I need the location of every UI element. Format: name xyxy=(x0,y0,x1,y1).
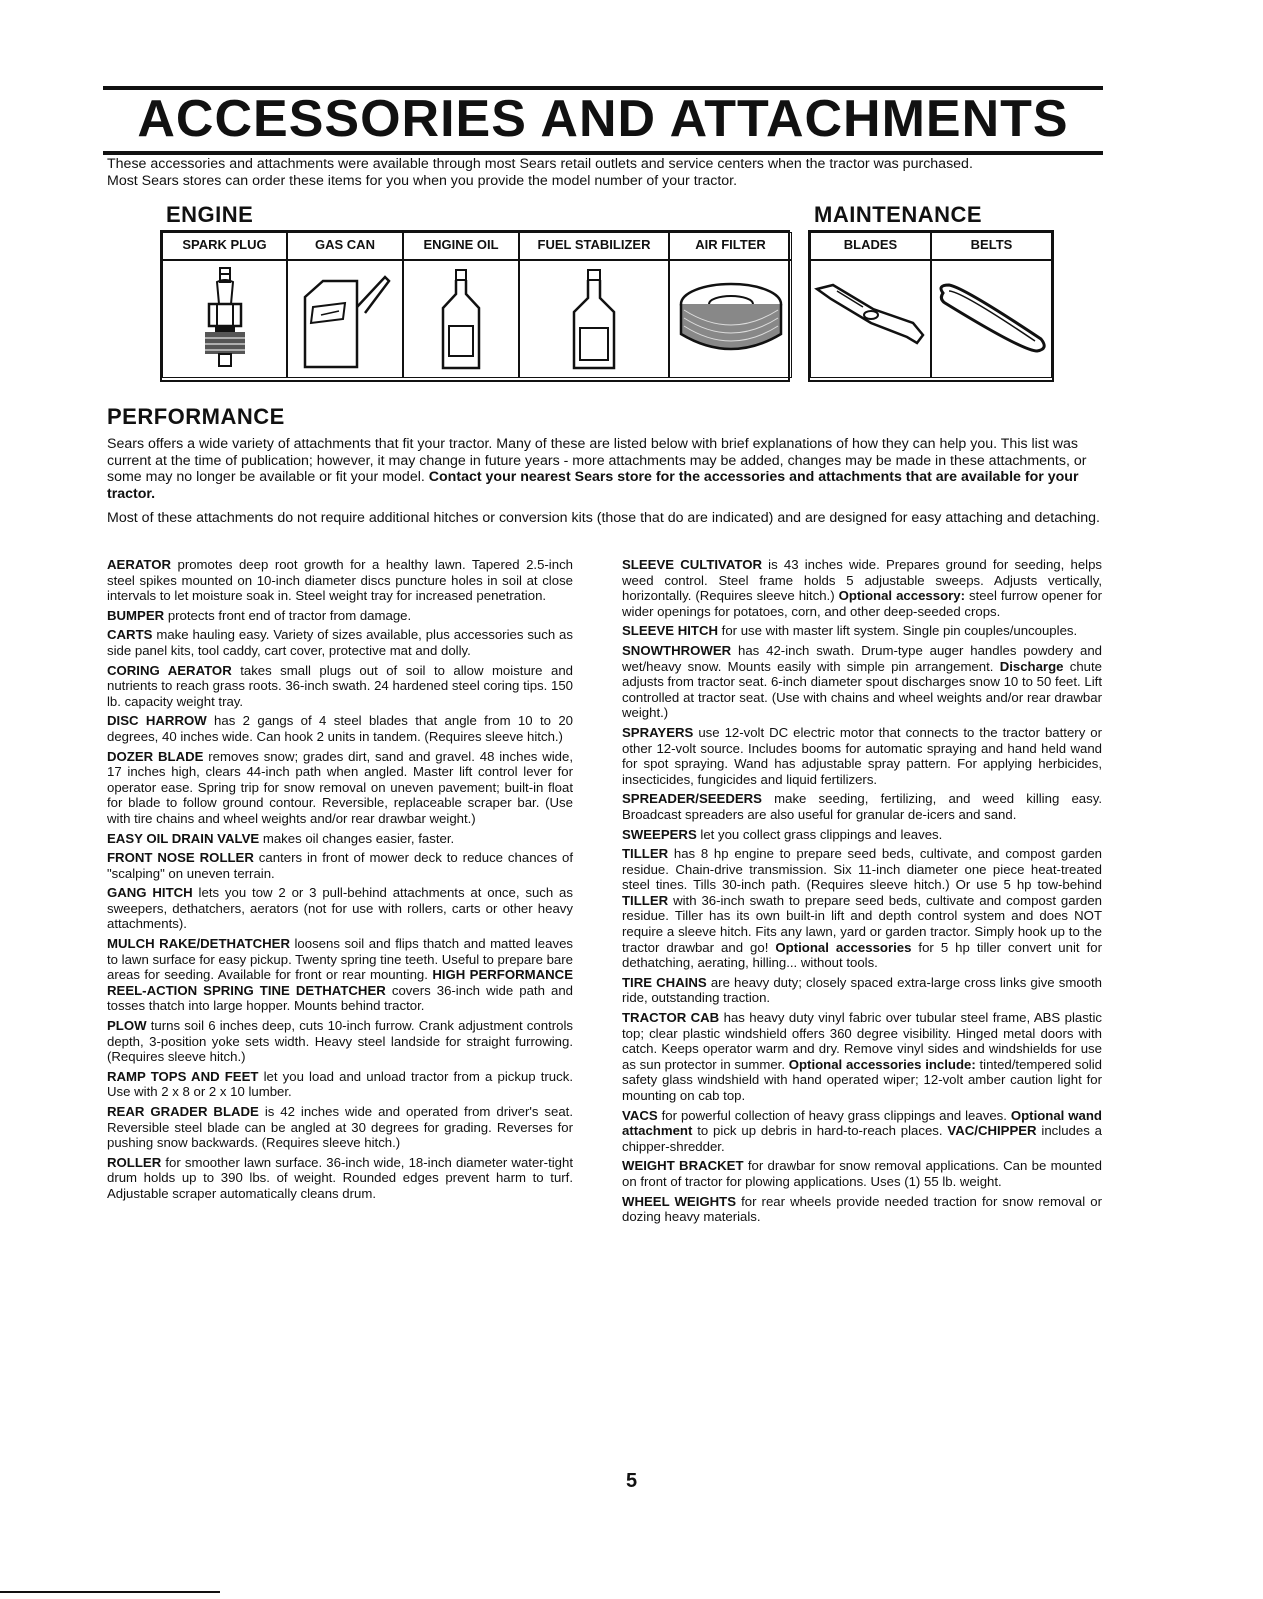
left-column xyxy=(107,557,573,1206)
entry-text: for use with master lift system. Single pin couples/uncouples. xyxy=(718,623,1078,639)
entry-rear-grader-blade xyxy=(107,1104,573,1151)
entry-term: AERATOR xyxy=(107,557,171,572)
blade-icon xyxy=(810,260,931,378)
entry-coring-aerator xyxy=(107,663,573,710)
entry-sweepers xyxy=(622,827,1102,843)
entry-text: for drawbar for snow removal applications. Can be mounted on front of tractor for plowing applications. Uses (1) 55 lb. weight. xyxy=(622,1158,1102,1189)
entry-disc-harrow xyxy=(107,713,573,744)
engine-item-4: FUEL STABILIZER xyxy=(519,232,669,260)
entry-text: is 42 inches wide and operated from driver's seat. Reversible steel blade can be angled at 30 degrees for grading. Reverses for pushing snow backwards. (Requires sleeve hitch.) xyxy=(107,1104,574,1151)
entry-front-nose-roller xyxy=(107,850,573,881)
entry-term: SLEEVE CULTIVATOR xyxy=(622,557,763,572)
entry-carts xyxy=(107,627,573,658)
entry-term-2: Optional accessories include: xyxy=(785,1056,976,1072)
entry-text-2: chute adjusts from tractor seat. 6-inch diameter spout discharges snow 10 to 50 feet. Lift controlled at tractor seat. (Use with chains and wheel weights and/or rear drawbar weight.) xyxy=(622,658,1102,721)
entry-text-2: steel furrow opener for wider openings for potatoes, corn, and other deep-seeded crops. xyxy=(622,588,1102,619)
entry-term: ROLLER xyxy=(107,1154,162,1170)
entry-term-2: Optional wand attachment xyxy=(622,1107,1102,1139)
entry-text: protects front end of tractor from damage. xyxy=(164,607,412,623)
page-number: 5 xyxy=(625,1470,638,1492)
entry-text-3: includes a chipper-shredder. xyxy=(622,1123,1102,1154)
entry-term: SLEEVE HITCH xyxy=(622,623,718,639)
entry-text: use 12-volt DC electric motor that connects to the tractor battery or other 12-volt source. Includes booms for automatic spraying and hand held wand for spot spraying. Wand has adjustable spray pattern. For applying herbicides, insecticides, fungicides and liquid fertilizers. xyxy=(622,724,1102,787)
entry-term: MULCH RAKE/DETHATCHER xyxy=(107,936,290,952)
maintenance-item-2: BELTS xyxy=(931,232,1052,260)
entry-sleeve-hitch xyxy=(622,623,1102,639)
entry-term: CORING AERATOR xyxy=(107,662,232,678)
entry-term-3: VAC/CHIPPER xyxy=(942,1123,1037,1139)
performance-contact-note: Contact your nearest Sears store for the accessories and attachments that are available for your tractor. xyxy=(107,469,1079,502)
entry-text: has 8 hp engine to prepare seed beds, cultivate, and compost garden residue. Chain-drive transmission. Six 11-inch diameter one piece heat-treated steel tines. Tills 30-inch path. (Requires sleeve hitch.) Or use 5 hp tow-behind xyxy=(622,846,1102,893)
entry-plow xyxy=(107,1018,573,1065)
air-filter-icon xyxy=(669,260,792,378)
performance-paragraph-2: Most of these attachments do not require additional hitches or conversion kits (those that do are indicated) and are designed for easy attaching and detaching. xyxy=(107,510,1100,526)
entry-vacs xyxy=(622,1108,1102,1155)
entry-tiller xyxy=(622,846,1102,971)
entry-roller xyxy=(107,1155,573,1202)
entry-text: let you collect grass clippings and leaves. xyxy=(696,826,943,842)
entry-text: let you load and unload tractor from a pickup truck. Use with 2 x 8 or 2 x 10 lumber. xyxy=(107,1068,573,1100)
entry-term: VACS xyxy=(622,1107,658,1123)
maintenance-item-1: BLADES xyxy=(810,232,931,260)
right-column xyxy=(622,557,1102,1229)
fuel-stabilizer-icon xyxy=(519,260,669,378)
page-title: ACCESSORIES AND ATTACHMENTS xyxy=(137,90,1069,148)
entry-text-2: to pick up debris in hard-to-reach places. xyxy=(692,1123,943,1139)
entry-term: BUMPER xyxy=(107,607,165,623)
entry-sleeve-cultivator xyxy=(622,557,1102,619)
entry-sprayers xyxy=(622,725,1102,787)
entry-text-3: for 5 hp tiller convert unit for dethatching, aerating, hilling... without tools. xyxy=(622,939,1102,971)
entry-term: FRONT NOSE ROLLER xyxy=(107,850,254,866)
intro-line-2: Most Sears stores can order these items for you when you provide the model number of your tractor. xyxy=(107,173,738,189)
intro-line-1: These accessories and attachments were available through most Sears retail outlets and service centers when the tractor was purchased. xyxy=(107,156,973,172)
entry-text: make seeding, fertilizing, and weed killing easy. Broadcast spreaders are also useful for granular de-icers and sand. xyxy=(622,791,1102,822)
entry-text: lets you tow 2 or 3 pull-behind attachments at once, such as sweepers, dethatchers, aerators (not for use with rollers, carts or other heavy attachments). xyxy=(107,885,573,932)
entry-snowthrower xyxy=(622,643,1102,721)
entry-term: GANG HITCH xyxy=(107,885,193,901)
entry-text: is 43 inches wide. Prepares ground for seeding, helps weed control. Steel frame holds 5 adjustable sweeps. Adjusts vertically, horizontally. (Requires sleeve hitch.) xyxy=(622,557,1103,604)
entry-text: has 42-inch swath. Drum-type auger handles powdery and wet/heavy snow. Mounts easily with simple pin arrangement. xyxy=(622,642,1102,674)
entry-term: SPREADER/SEEDERS xyxy=(622,791,762,807)
engine-heading: ENGINE xyxy=(166,202,254,227)
entry-text: has 2 gangs of 4 steel blades that angle from 10 to 20 degrees, 40 inches wide. Can hook 2 units in tandem. (Requires sleeve hitch.) xyxy=(107,713,573,744)
entry-term: TIRE CHAINS xyxy=(622,974,707,990)
entry-term: RAMP TOPS AND FEET xyxy=(107,1068,259,1084)
entry-term-2: Discharge xyxy=(993,658,1064,674)
entry-term: DOZER BLADE xyxy=(107,748,204,764)
entry-term: DISC HARROW xyxy=(107,713,207,729)
entry-text: takes small plugs out of soil to allow moisture and nutrients to reach grass roots. 36-inch swath. 24 hardened steel coring tips. 150 lb. capacity weight tray. xyxy=(107,662,573,709)
entry-term-2: Optional accessory: xyxy=(834,588,966,604)
entry-term: PLOW xyxy=(107,1018,147,1034)
maintenance-heading: MAINTENANCE xyxy=(814,202,983,227)
gas-can-icon xyxy=(287,260,403,378)
entry-term: REAR GRADER BLADE xyxy=(107,1104,259,1119)
entry-term: CARTS xyxy=(107,627,153,643)
intro xyxy=(107,156,1107,190)
entry-text: make hauling easy. Variety of sizes available, plus accessories such as side panel kits, tool caddy, cart cover, protective mat and dolly. xyxy=(107,627,573,658)
engine-item-3: ENGINE OIL xyxy=(403,232,519,260)
entry-mulch-rake-dethatcher xyxy=(107,936,573,1014)
performance-paragraph-1 xyxy=(107,436,1107,502)
entry-text-2: with 36-inch swath to prepare seed beds, cultivate and compost garden residue. Tiller has its own built-in lift and depth control system and does NOT require a sleeve hitch. Fits any lawn, yard or garden tractor. Simply hook up to the tractor drawbar and go! xyxy=(622,892,1102,955)
entry-term: TILLER xyxy=(622,846,669,862)
entry-dozer-blade xyxy=(107,749,573,827)
entry-text: for rear wheels provide needed traction for snow removal or dozing heavy materials. xyxy=(622,1193,1102,1225)
performance-text: Sears offers a wide variety of attachments that fit your tractor. Many of these are listed below with brief explanations of how they can help you. This list was current at the time of publication; however, it may change in future years - more attachments may be added, changes may be made in these attachments, or some may no longer be available or fit your model. xyxy=(107,436,1087,485)
entry-wheel-weights xyxy=(622,1194,1102,1225)
entry-easy-oil-drain-valve xyxy=(107,831,573,847)
entry-gang-hitch xyxy=(107,885,573,932)
entry-tractor-cab xyxy=(622,1010,1102,1104)
entry-term: WHEEL WEIGHTS xyxy=(622,1193,736,1209)
entry-term-3: Optional accessories xyxy=(768,939,912,955)
entry-aerator xyxy=(107,557,573,604)
entry-text: makes oil changes easier, faster. xyxy=(259,830,455,846)
entry-text-2: tinted/tempered solid safety glass windshield with hand operated wiper; 12-volt amber caution light for mounting on cab top. xyxy=(622,1056,1102,1103)
entry-text: removes snow; grades dirt, sand and gravel. 48 inches wide, 17 inches high, clears 44-inch path when angled. Master lift control lever for operator ease. Spring trip for snow removal on uneven pavement; built-in float for blade to follow ground contour. Reversible, replaceable scraper bar. (Use with tire chains and wheel weights and/or rear drawbar weight.) xyxy=(107,748,574,826)
entry-text: are heavy duty; closely spaced extra-large cross links give smooth ride, outstanding traction. xyxy=(622,974,1102,1006)
entry-weight-bracket xyxy=(622,1158,1102,1189)
footer-rule xyxy=(0,1591,220,1593)
entry-spreader-seeders xyxy=(622,791,1102,822)
entry-text: loosens soil and flips thatch and matted leaves to lawn surface for easy pickup. Twenty spring tine teeth. Useful to prepare bare areas for seeding. Available for front or rear mounting. xyxy=(107,936,573,983)
entry-text: for powerful collection of heavy grass clippings and leaves. xyxy=(657,1107,1007,1123)
entry-term: EASY OIL DRAIN VALVE xyxy=(107,830,260,846)
entry-term: SWEEPERS xyxy=(622,826,697,842)
entry-term: WEIGHT BRACKET xyxy=(622,1158,744,1174)
spark-plug-icon xyxy=(162,260,287,378)
entry-term-2: TILLER xyxy=(622,892,669,908)
maintenance-grid xyxy=(808,230,1054,382)
entry-term: TRACTOR CAB xyxy=(622,1010,720,1026)
entry-text: turns soil 6 inches deep, cuts 10-inch furrow. Crank adjustment controls depth, 3-position yoke sets width. Heavy steel landside for straight furrowing. (Requires sleeve hitch.) xyxy=(107,1018,573,1065)
entry-text: canters in front of mower deck to reduce chances of "scalping" on uneven terrain. xyxy=(107,850,573,881)
belt-icon xyxy=(931,260,1052,378)
entry-text: has heavy duty vinyl fabric over tubular steel frame, ABS plastic top; clear plastic windshield offers 360 degree visibility. Hinged metal doors with catch. Keeps operator warm and dry. Remove vinyl sides and windshields for use as sun protector in summer. xyxy=(622,1010,1102,1072)
engine-grid xyxy=(160,230,790,382)
engine-item-1: SPARK PLUG xyxy=(162,232,287,260)
engine-item-5: AIR FILTER xyxy=(669,232,792,260)
engine-item-2: GAS CAN xyxy=(287,232,403,260)
performance-heading: PERFORMANCE xyxy=(107,404,285,429)
entry-text: for smoother lawn surface. 36-inch wide, 18-inch diameter water-tight drum holds up to 390 lbs. of weight. Rounded edges prevent harm to turf. Adjustable scraper automatically cleans drum. xyxy=(107,1154,573,1201)
entry-term-2: HIGH PERFORMANCE REEL-ACTION SPRING TINE DETHATCHER xyxy=(107,967,573,998)
title-rule xyxy=(103,151,1103,155)
engine-oil-icon xyxy=(403,260,519,378)
entry-term: SNOWTHROWER xyxy=(622,642,732,658)
entry-ramp-tops-and-feet xyxy=(107,1069,573,1100)
entry-term: SPRAYERS xyxy=(622,724,694,740)
entry-bumper xyxy=(107,608,573,624)
entry-tire-chains xyxy=(622,975,1102,1006)
entry-text-2: covers 36-inch wide path and tosses thatch into large hopper. Mounts behind tractor. xyxy=(107,982,573,1014)
entry-text: promotes deep root growth for a healthy lawn. Tapered 2.5-inch steel spikes mounted on 10-inch diameter discs puncture holes in soil at close intervals to let moisture soak in. Steel weight tray for increased penetration. xyxy=(107,557,573,604)
